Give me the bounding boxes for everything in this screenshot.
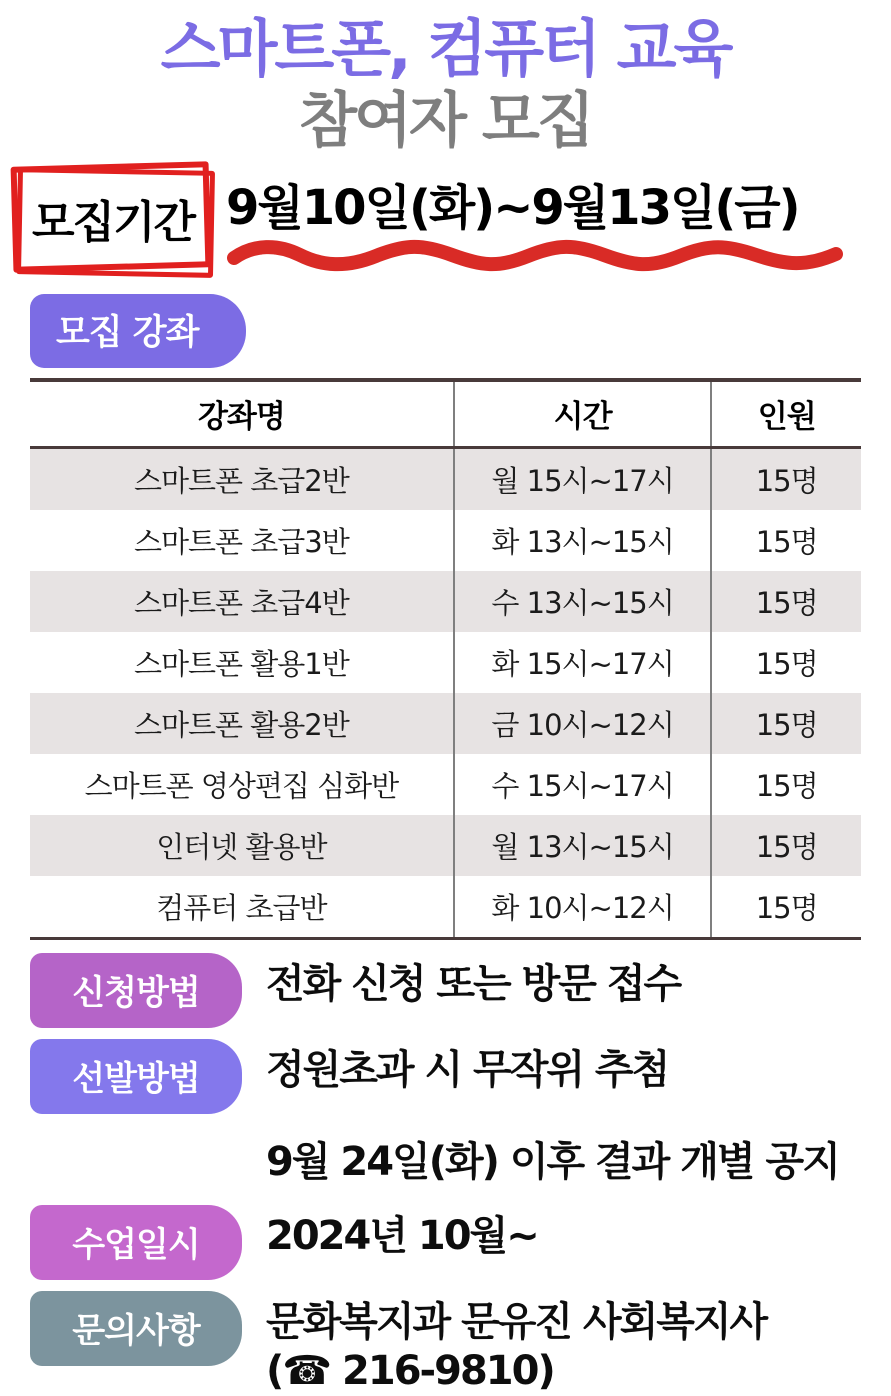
table-row [30, 815, 861, 876]
apply-method-row [30, 953, 861, 1028]
time-cell: 월 13시~15시 [454, 815, 712, 876]
capacity-cell: 15명 [711, 815, 861, 876]
selection-method-text: 정원초과 시 무작위 추첨 [266, 1046, 669, 1093]
contact-row [30, 1291, 861, 1396]
contact-text [266, 1291, 766, 1396]
class-schedule-text: 2024년 10월~ [266, 1213, 538, 1260]
table-row [30, 632, 861, 693]
courses-table [30, 378, 861, 940]
class-schedule-badge: 수업일시 [30, 1205, 242, 1280]
time-cell: 금 10시~12시 [454, 693, 712, 754]
class-schedule-row [30, 1205, 861, 1280]
poster-root [0, 10, 891, 1395]
table-row [30, 693, 861, 754]
table-row [30, 510, 861, 571]
course-name-cell: 스마트폰 활용2반 [134, 707, 349, 742]
table-row [30, 447, 861, 510]
recruitment-period-row [10, 160, 881, 280]
course-name-cell: 스마트폰 초급4반 [134, 585, 349, 620]
apply-method-badge: 신청방법 [30, 953, 242, 1028]
course-name-cell: 스마트폰 초급2반 [134, 463, 349, 498]
time-cell: 화 15시~17시 [454, 632, 712, 693]
capacity-cell: 15명 [711, 754, 861, 815]
table-row [30, 876, 861, 939]
course-name-cell: 스마트폰 활용1반 [134, 646, 349, 681]
time-cell: 수 13시~15시 [454, 571, 712, 632]
result-notice-text: 9월 24일(화) 이후 결과 개별 공지 [266, 1138, 839, 1185]
recruitment-period-label: 모집기간 [32, 196, 195, 248]
column-header-capacity: 인원 [711, 380, 861, 448]
courses-section-badge: 모집 강좌 [30, 294, 246, 368]
courses-table-body [30, 447, 861, 938]
wavy-underline [226, 238, 844, 270]
poster-title: 스마트폰, 컴퓨터 교육 [160, 12, 731, 85]
time-cell: 수 15시~17시 [454, 754, 712, 815]
column-header-time: 시간 [454, 380, 712, 448]
table-row [30, 571, 861, 632]
recruitment-period-value-group [226, 169, 844, 270]
course-name-cell: 컴퓨터 초급반 [30, 876, 454, 939]
apply-method-text: 전화 신청 또는 방문 접수 [266, 960, 681, 1007]
course-name-cell: 스마트폰 영상편집 심화반 [84, 768, 399, 803]
selection-method-row [30, 1039, 861, 1114]
capacity-cell: 15명 [711, 693, 861, 754]
recruitment-period-value: 9월10일(화)~9월13일(금) [226, 180, 799, 236]
poster-subtitle: 참여자 모집 [299, 85, 592, 156]
contact-phone-line: (☎ 216-9810) [266, 1348, 554, 1395]
capacity-cell: 15명 [711, 510, 861, 571]
time-cell: 화 10시~12시 [454, 876, 712, 939]
recruitment-period-box [10, 160, 216, 280]
time-cell: 월 15시~17시 [454, 447, 712, 510]
contact-badge: 문의사항 [30, 1291, 242, 1366]
capacity-cell: 15명 [711, 876, 861, 939]
info-sections [30, 953, 861, 1396]
selection-method-badge: 선발방법 [30, 1039, 242, 1114]
table-header-row [30, 380, 861, 448]
result-notice-row [30, 1131, 861, 1187]
contact-name-line: 문화복지과 문유진 사회복지사 [266, 1299, 767, 1346]
table-row [30, 754, 861, 815]
course-name-cell: 인터넷 활용반 [156, 829, 327, 864]
course-name-cell: 스마트폰 초급3반 [134, 524, 349, 559]
time-cell: 화 13시~15시 [454, 510, 712, 571]
capacity-cell: 15명 [711, 447, 861, 510]
column-header-course: 강좌명 [30, 380, 454, 448]
capacity-cell: 15명 [711, 571, 861, 632]
capacity-cell: 15명 [711, 632, 861, 693]
